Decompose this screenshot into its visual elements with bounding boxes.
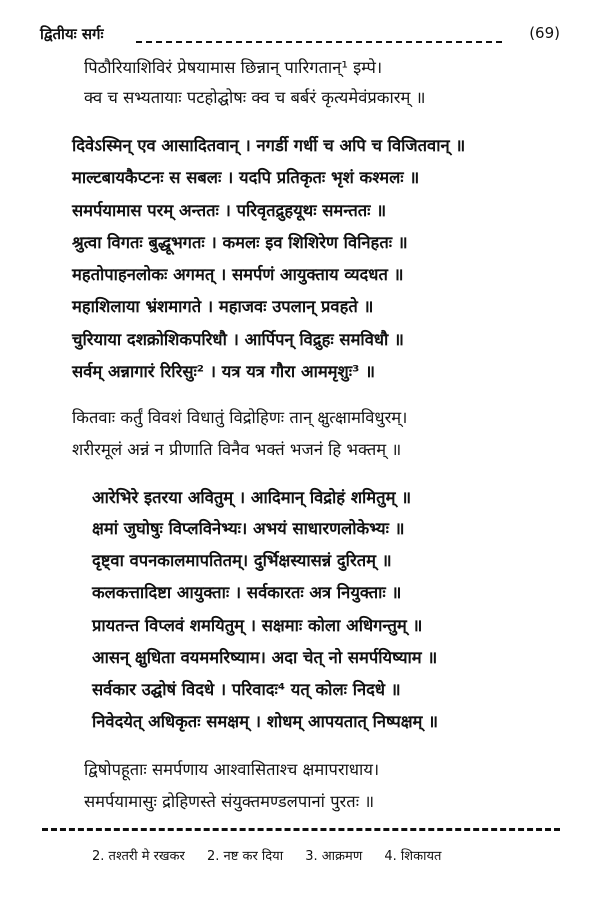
page-header bbox=[40, 22, 560, 46]
verse-line: क्षमां जुघोषुः विप्लविनेभ्यः। अभयं साधारणलोकेभ्यः ॥ bbox=[92, 519, 405, 538]
header-divider bbox=[136, 41, 502, 43]
verse-line: द्विषोपहूताः समर्पणाय आश्वासिताश्च क्षमापराधाय। bbox=[84, 760, 380, 779]
verse-line: सर्वकार उद्घोषं विदधे । परिवादः⁴ यत् कोलः निदधे ॥ bbox=[92, 680, 401, 699]
footnotes bbox=[92, 846, 459, 864]
footnote-divider bbox=[42, 828, 560, 831]
page-number: (69) bbox=[529, 24, 560, 42]
verse-line: दिवेऽस्मिन् एव आसादितवान् । नगर्डी गर्धी च अपि च विजितवान् ॥ bbox=[72, 136, 466, 155]
verse-line: शरीरमूलं अन्नं न प्रीणाति विनैव भक्तं भजनं हि भक्तम् ॥ bbox=[72, 440, 402, 459]
verse-line: निवेदयेत् अधिकृतः समक्षम् । शोधम् आपयतात् निष्पक्षम् ॥ bbox=[92, 712, 439, 731]
verse-line: पिठौरियाशिविरं प्रेषयामास छिन्नान् पारिगतान्¹ इम्पे। bbox=[84, 58, 383, 77]
footnote-1: 2. तश्तरी मे रखकर bbox=[92, 849, 185, 864]
footnote-3: 3. आक्रमण bbox=[305, 849, 363, 864]
verse-line: महतोपाहनलोकः अगमत् । समर्पणं आयुक्ताय व्यदधत ॥ bbox=[72, 265, 404, 284]
verse-line: आरेभिरे इतरया अवितुम् । आदिमान् विद्रोहं शमितुम् ॥ bbox=[92, 488, 412, 507]
verse-line: सर्वम् अन्नागारं रिरिसुः² । यत्र यत्र गौरा आममृशुः³ ॥ bbox=[72, 362, 375, 381]
verse-line: क्व च सभ्यतायाः पटहोद्घोषः क्व च बर्बरं कृत्यमेवंप्रकारम् ॥ bbox=[84, 88, 426, 107]
verse-line: आसन् क्षुधिता वयममरिष्याम। अदा चेत् नो समर्पयिष्याम ॥ bbox=[92, 648, 438, 667]
verse-line: कलकत्तादिष्टा आयुक्ताः । सर्वकारतः अत्र नियुक्ताः ॥ bbox=[92, 583, 402, 602]
footnote-2: 2. नष्ट कर दिया bbox=[207, 849, 284, 864]
chapter-title: द्वितीयः सर्गः bbox=[40, 25, 104, 43]
verse-line: महाशिलाया भ्रंशमागते । महाजवः उपलान् प्रवहते ॥ bbox=[72, 297, 374, 316]
footnote-4: 4. शिकायत bbox=[384, 849, 442, 864]
verse-line: दृष्ट्वा वपनकालमापतितम्। दुर्भिक्षस्यासन्नं दुरितम् ॥ bbox=[92, 551, 392, 570]
verse-line: समर्पयामासुः द्रोहिणस्ते संयुक्तमण्डलपानां पुरतः ॥ bbox=[84, 792, 375, 811]
verse-line: समर्पयामास परम् अन्ततः । परिवृतद्रुहयूथः समन्ततः ॥ bbox=[72, 201, 387, 220]
verse-line: माल्टबायकैप्टनः स सबलः । यदपि प्रतिकृतः भृशं कश्मलः ॥ bbox=[72, 168, 420, 187]
verse-line: प्रायतन्त विप्लवं शमयितुम् । सक्षमाः कोला अधिगन्तुम् ॥ bbox=[92, 616, 423, 635]
verse-line: चुरियाया दशक्रोशिकपरिधौ । आर्पिपन् विद्रुहः समविधौ ॥ bbox=[72, 330, 404, 349]
verse-line: श्रुत्वा विगतः बुद्धूभगतः । कमलः इव शिशिरेण विनिहतः ॥ bbox=[72, 233, 408, 252]
verse-line: कितवाः कर्तुं विवशं विधातुं विद्रोहिणः तान् क्षुत्क्षामविधुरम्। bbox=[72, 408, 408, 427]
